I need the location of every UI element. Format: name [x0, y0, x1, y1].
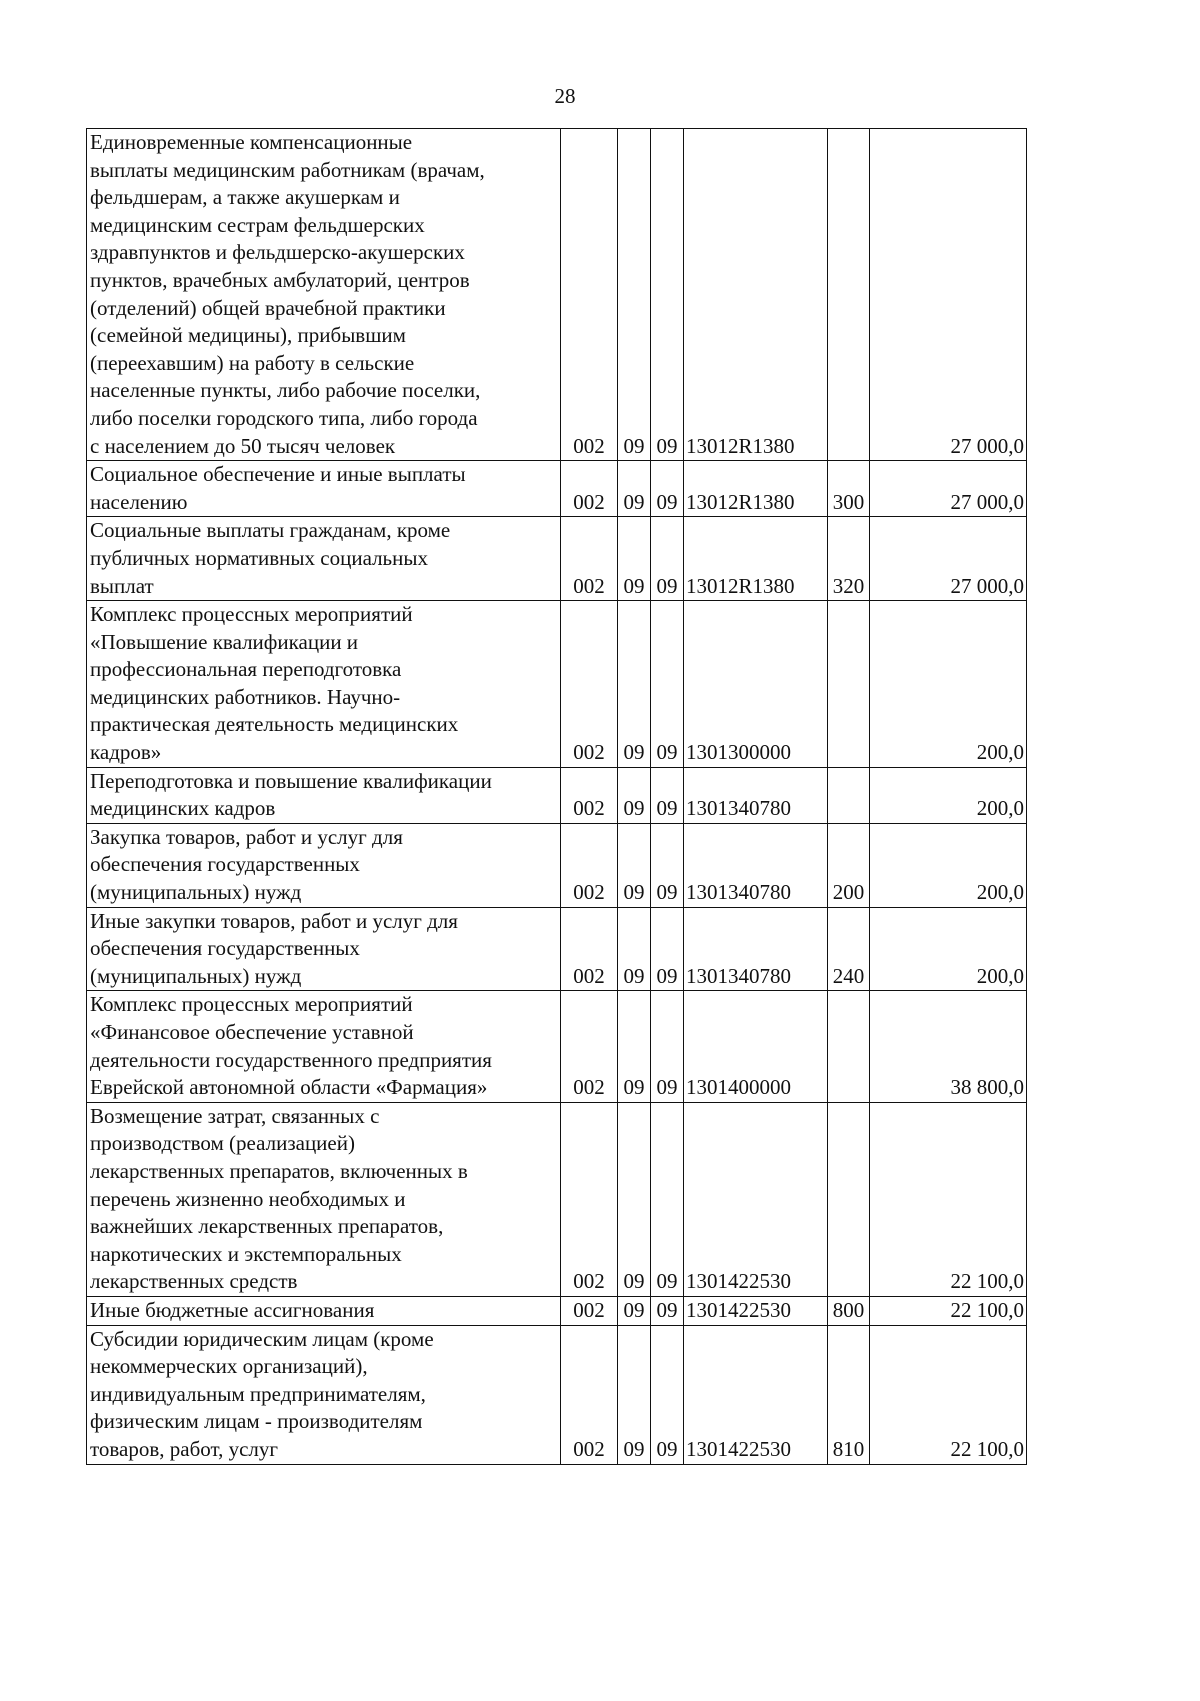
section-code-cell: 09: [618, 823, 651, 907]
subsection-code-cell: 09: [651, 461, 684, 517]
amount-cell: 200,0: [870, 601, 1027, 768]
target-article-cell: 1301422530: [684, 1296, 828, 1325]
subsection-code-cell: 09: [651, 767, 684, 823]
table-row: [87, 1325, 1027, 1464]
target-article-cell: 1301340780: [684, 907, 828, 991]
item-name-cell: [87, 991, 561, 1102]
subsection-code-cell: 09: [651, 1325, 684, 1464]
budget-table: [86, 128, 1027, 1465]
item-name-line: (переехавшим) на работу в сельские: [90, 350, 415, 375]
item-name-line: важнейших лекарственных препаратов,: [90, 1214, 444, 1239]
ministry-code-cell: 002: [561, 601, 618, 768]
table-row: [87, 601, 1027, 768]
section-code-cell: 09: [618, 1102, 651, 1296]
ministry-code-cell: 002: [561, 1325, 618, 1464]
amount-cell: 22 100,0: [870, 1102, 1027, 1296]
target-article-cell: 1301340780: [684, 823, 828, 907]
item-name-line: пунктов, врачебных амбулаторий, центров: [90, 267, 470, 292]
amount-cell: 22 100,0: [870, 1296, 1027, 1325]
ministry-code-cell: 002: [561, 1102, 618, 1296]
item-name-line: населению: [90, 489, 188, 514]
amount-cell: 200,0: [870, 823, 1027, 907]
section-code-cell: 09: [618, 129, 651, 461]
target-article-cell: 1301422530: [684, 1325, 828, 1464]
target-article-cell: 13012R1380: [684, 517, 828, 601]
section-code-cell: 09: [618, 907, 651, 991]
item-name-line: либо поселки городского типа, либо города: [90, 405, 478, 430]
ministry-code-cell: 002: [561, 517, 618, 601]
item-name-line: публичных нормативных социальных: [90, 545, 428, 570]
item-name-line: медицинским сестрам фельдшерских: [90, 212, 425, 237]
item-name-line: Комплекс процессных мероприятий: [90, 992, 413, 1017]
item-name-line: Иные закупки товаров, работ и услуг для: [90, 908, 458, 933]
table-row: [87, 907, 1027, 991]
item-name-cell: [87, 1102, 561, 1296]
item-name-line: Социальные выплаты гражданам, кроме: [90, 518, 451, 543]
expense-type-cell: 300: [828, 461, 870, 517]
item-name-line: некоммерческих организаций),: [90, 1354, 368, 1379]
subsection-code-cell: 09: [651, 129, 684, 461]
item-name-line: фельдшерам, а также акушеркам и: [90, 185, 400, 210]
expense-type-cell: 810: [828, 1325, 870, 1464]
item-name-cell: [87, 461, 561, 517]
ministry-code-cell: 002: [561, 1296, 618, 1325]
subsection-code-cell: 09: [651, 601, 684, 768]
amount-cell: 38 800,0: [870, 991, 1027, 1102]
subsection-code-cell: 09: [651, 517, 684, 601]
expense-type-cell: 800: [828, 1296, 870, 1325]
ministry-code-cell: 002: [561, 461, 618, 517]
item-name-line: медицинских работников. Научно-: [90, 684, 401, 709]
section-code-cell: 09: [618, 1296, 651, 1325]
item-name-line: лекарственных препаратов, включенных в: [90, 1158, 468, 1183]
table-row: [87, 129, 1027, 461]
target-article-cell: 1301300000: [684, 601, 828, 768]
item-name-line: индивидуальным предпринимателям,: [90, 1381, 426, 1406]
table-row: [87, 1296, 1027, 1325]
table-row: [87, 767, 1027, 823]
item-name-line: наркотических и экстемпоральных: [90, 1241, 402, 1266]
amount-cell: 27 000,0: [870, 517, 1027, 601]
subsection-code-cell: 09: [651, 991, 684, 1102]
ministry-code-cell: 002: [561, 767, 618, 823]
section-code-cell: 09: [618, 461, 651, 517]
amount-cell: 27 000,0: [870, 461, 1027, 517]
item-name-line: обеспечения государственных: [90, 936, 360, 961]
ministry-code-cell: 002: [561, 991, 618, 1102]
amount-cell: 200,0: [870, 767, 1027, 823]
expense-type-cell: 320: [828, 517, 870, 601]
expense-type-cell: [828, 767, 870, 823]
item-name-line: (отделений) общей врачебной практики: [90, 295, 446, 320]
item-name-line: (муниципальных) нужд: [90, 880, 302, 905]
section-code-cell: 09: [618, 1325, 651, 1464]
section-code-cell: 09: [618, 991, 651, 1102]
target-article-cell: 13012R1380: [684, 461, 828, 517]
ministry-code-cell: 002: [561, 907, 618, 991]
item-name-line: лекарственных средств: [90, 1269, 298, 1294]
item-name-line: производством (реализацией): [90, 1131, 355, 1156]
item-name-line: с населением до 50 тысяч человек: [90, 433, 396, 458]
item-name-line: населенные пункты, либо рабочие поселки,: [90, 378, 481, 403]
item-name-line: «Финансовое обеспечение уставной: [90, 1020, 414, 1044]
item-name-line: товаров, работ, услуг: [90, 1436, 279, 1461]
item-name-line: обеспечения государственных: [90, 852, 360, 877]
item-name-cell: [87, 767, 561, 823]
item-name-line: «Повышение квалификации и: [90, 629, 359, 654]
item-name-cell: [87, 1296, 561, 1325]
amount-cell: 22 100,0: [870, 1325, 1027, 1464]
budget-table-body: [87, 129, 1027, 1465]
item-name-line: Социальное обеспечение и иные выплаты: [90, 462, 466, 487]
expense-type-cell: 240: [828, 907, 870, 991]
subsection-code-cell: 09: [651, 907, 684, 991]
target-article-cell: 1301400000: [684, 991, 828, 1102]
item-name-line: профессиональная переподготовка: [90, 657, 402, 682]
table-row: [87, 461, 1027, 517]
amount-cell: 200,0: [870, 907, 1027, 991]
expense-type-cell: [828, 129, 870, 461]
subsection-code-cell: 09: [651, 1102, 684, 1296]
target-article-cell: 1301422530: [684, 1102, 828, 1296]
target-article-cell: 1301340780: [684, 767, 828, 823]
table-row: [87, 823, 1027, 907]
item-name-line: физическим лицам - производителям: [90, 1409, 423, 1434]
table-row: [87, 1102, 1027, 1296]
expense-type-cell: [828, 991, 870, 1102]
target-article-cell: 13012R1380: [684, 129, 828, 461]
subsection-code-cell: 09: [651, 823, 684, 907]
section-code-cell: 09: [618, 767, 651, 823]
page-number: 28: [554, 84, 576, 108]
item-name-line: выплаты медицинским работникам (врачам,: [90, 157, 485, 182]
ministry-code-cell: 002: [561, 823, 618, 907]
item-name-cell: [87, 517, 561, 601]
item-name-line: перечень жизненно необходимых и: [90, 1186, 406, 1211]
subsection-code-cell: 09: [651, 1296, 684, 1325]
item-name-line: Еврейской автономной области «Фармация»: [90, 1075, 488, 1100]
item-name-line: деятельности государственного предприятия: [90, 1047, 492, 1072]
section-code-cell: 09: [618, 517, 651, 601]
item-name-line: практическая деятельность медицинских: [90, 712, 459, 737]
ministry-code-cell: 002: [561, 129, 618, 461]
item-name-line: Субсидии юридическим лицам (кроме: [90, 1326, 434, 1351]
expense-type-cell: 200: [828, 823, 870, 907]
item-name-cell: [87, 1325, 561, 1464]
item-name-cell: [87, 907, 561, 991]
item-name-line: (муниципальных) нужд: [90, 963, 302, 988]
table-row: [87, 517, 1027, 601]
item-name-line: медицинских кадров: [90, 796, 276, 821]
item-name-line: кадров»: [90, 740, 162, 765]
item-name-line: Закупка товаров, работ и услуг для: [90, 824, 403, 849]
item-name-line: Переподготовка и повышение квалификации: [90, 768, 492, 793]
item-name-line: здравпунктов и фельдшерско-акушерских: [90, 240, 465, 265]
table-row: [87, 991, 1027, 1102]
section-code-cell: 09: [618, 601, 651, 768]
expense-type-cell: [828, 1102, 870, 1296]
item-name-cell: [87, 129, 561, 461]
item-name-line: Комплекс процессных мероприятий: [90, 602, 413, 627]
item-name-line: выплат: [90, 573, 154, 598]
expense-type-cell: [828, 601, 870, 768]
item-name-cell: [87, 823, 561, 907]
amount-cell: 27 000,0: [870, 129, 1027, 461]
item-name-line: (семейной медицины), прибывшим: [90, 323, 406, 348]
item-name-line: Возмещение затрат, связанных с: [90, 1103, 380, 1128]
item-name-cell: [87, 601, 561, 768]
item-name-line: Единовременные компенсационные: [90, 130, 413, 154]
item-name-line: Иные бюджетные ассигнования: [90, 1297, 375, 1322]
